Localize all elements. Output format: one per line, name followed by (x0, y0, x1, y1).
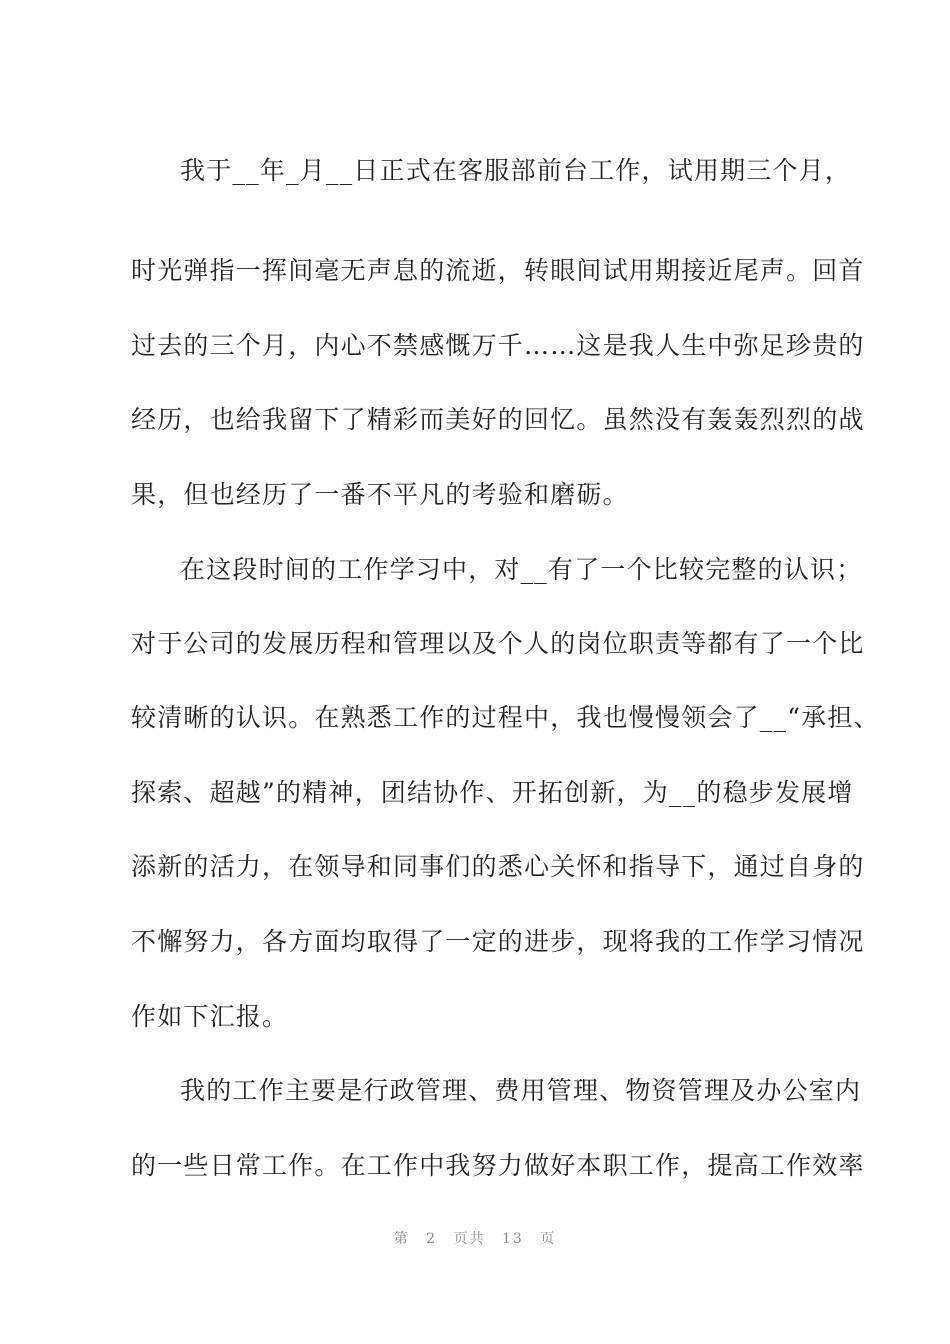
text-line: 时光弹指一挥间毫无声息的流逝，转眼间试用期接近尾声。回首 (131, 256, 865, 285)
footer-suffix: 页 (540, 1231, 557, 1247)
footer-prefix: 第 (393, 1231, 410, 1247)
total-page-count: 13 (502, 1231, 524, 1247)
text-line: 经历，也给我留下了精彩而美好的回忆。虽然没有轰轰烈烈的战 (131, 405, 865, 434)
text-line: 在这段时间的工作学习中，对__有了一个比较完整的认识； (180, 555, 863, 584)
text-line: 果，但也经历了一番不平凡的考验和磨砺。 (131, 480, 629, 509)
text-line: 对于公司的发展历程和管理以及个人的岗位职责等都有了一个比 (131, 629, 865, 658)
text-line: 不懈努力，各方面均取得了一定的进步，现将我的工作学习情况 (131, 927, 865, 956)
text-line: 添新的活力，在领导和同事们的悉心关怀和指导下，通过自身的 (131, 852, 865, 881)
text-line: 我的工作主要是行政管理、费用管理、物资管理及办公室内 (180, 1076, 862, 1105)
text-line: 的一些日常工作。在工作中我努力做好本职工作，提高工作效率 (131, 1151, 865, 1180)
text-line: 较清晰的认识。在熟悉工作的过程中，我也慢慢领会了__“承担、 (131, 703, 880, 732)
current-page-number: 2 (426, 1231, 438, 1247)
text-line: 探索、超越”的精神，团结协作、开拓创新，为__的稳步发展增 (131, 778, 854, 807)
text-line: 作如下汇报。 (131, 1002, 289, 1031)
text-line: 我于__年_月__日正式在客服部前台工作，试用期三个月， (180, 156, 852, 185)
footer-middle: 页共 (453, 1231, 486, 1247)
text-line: 过去的三个月，内心不禁感慨万千……这是我人生中弥足珍贵的 (131, 331, 865, 360)
page-number-footer (0, 1228, 950, 1248)
